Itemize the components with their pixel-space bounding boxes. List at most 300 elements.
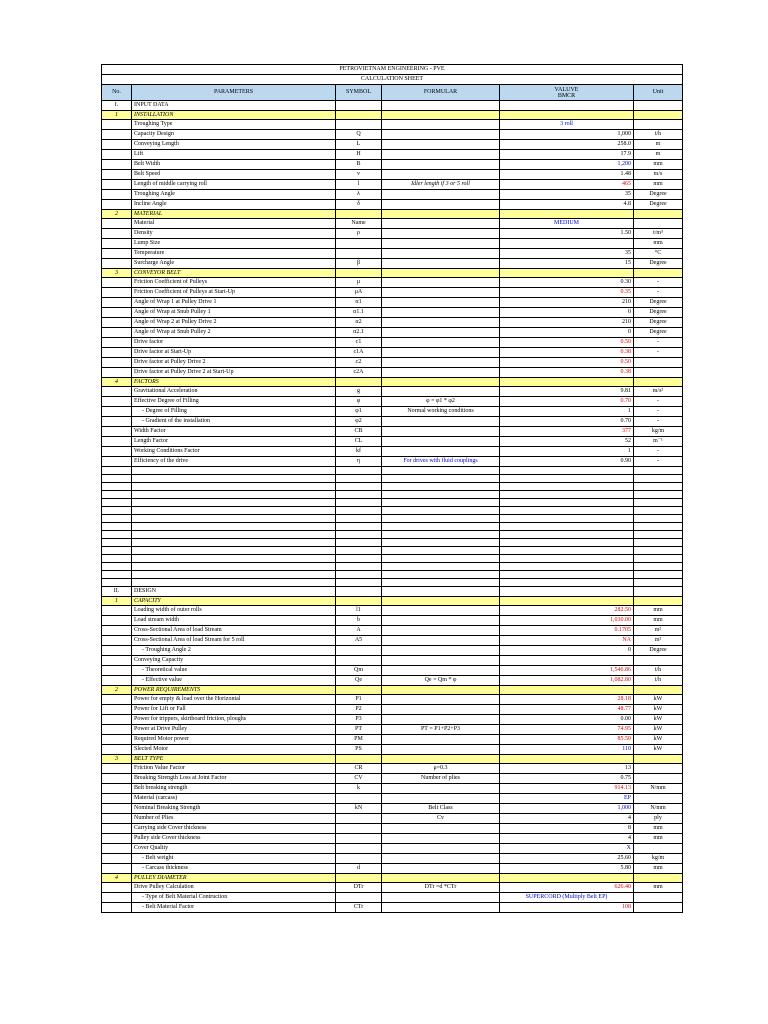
col-header-parameters: PARAMETERS: [132, 85, 336, 101]
parameter-value: 4: [500, 834, 634, 844]
row-number: [102, 824, 132, 834]
parameter-unit: mm: [634, 824, 683, 834]
parameter-formula: [382, 249, 500, 259]
row-number: [102, 368, 132, 378]
parameter-formula: [382, 606, 500, 616]
blank-cell: [382, 491, 500, 499]
blank-row: [102, 547, 683, 555]
parameter-value: 1: [500, 407, 634, 417]
parameter-value: NA: [500, 636, 634, 646]
parameter-symbol: c2A: [336, 368, 382, 378]
blank-cell: [500, 563, 634, 571]
blank-cell: [336, 515, 382, 523]
blank-cell: [336, 499, 382, 507]
parameter-formula: [382, 160, 500, 170]
parameter-symbol: CB: [336, 427, 382, 437]
parameter-formula: [382, 854, 500, 864]
empty-cell: [382, 755, 500, 764]
empty-cell: [634, 101, 683, 111]
parameter-row: [102, 646, 683, 656]
parameter-symbol: [336, 249, 382, 259]
parameter-label: Angle of Wrap 2 at Pulley Drive 2: [132, 318, 336, 328]
blank-cell: [102, 555, 132, 563]
blank-cell: [634, 491, 683, 499]
parameter-formula: [382, 695, 500, 705]
col-header-value-line1: VALUVE: [554, 86, 579, 93]
parameter-formula: [382, 794, 500, 804]
parameter-label: Cross-Sectional Area of load Stream for 5 roll: [132, 636, 336, 646]
col-header-value-line2: BMCR: [557, 92, 576, 99]
parameter-value: 626.40: [500, 883, 634, 893]
blank-cell: [500, 515, 634, 523]
blank-cell: [102, 531, 132, 539]
col-header-value: [500, 85, 634, 101]
parameter-formula: [382, 288, 500, 298]
empty-cell: [336, 378, 382, 387]
row-number: [102, 170, 132, 180]
empty-cell: [634, 597, 683, 606]
parameter-value: 1,082.80: [500, 676, 634, 686]
row-number: [102, 636, 132, 646]
blank-cell: [336, 547, 382, 555]
parameter-unit: m/s²: [634, 387, 683, 397]
empty-cell: [500, 210, 634, 219]
parameter-formula: [382, 705, 500, 715]
parameter-formula: [382, 437, 500, 447]
parameter-unit: mm: [634, 160, 683, 170]
blank-cell: [102, 475, 132, 483]
parameter-row: [102, 695, 683, 705]
parameter-unit: [634, 844, 683, 854]
row-number: [102, 705, 132, 715]
parameter-symbol: g: [336, 387, 382, 397]
row-number: [102, 854, 132, 864]
parameter-row: [102, 626, 683, 636]
parameter-unit: mm: [634, 864, 683, 874]
row-number: [102, 160, 132, 170]
parameter-row: [102, 764, 683, 774]
parameter-unit: m/s: [634, 170, 683, 180]
parameter-symbol: B: [336, 160, 382, 170]
parameter-row: [102, 358, 683, 368]
blank-cell: [336, 507, 382, 515]
parameter-label: Nominal Breaking Strength: [132, 804, 336, 814]
row-number: [102, 229, 132, 239]
parameter-formula: DTr =d *CTr: [382, 883, 500, 893]
parameter-formula: Number of plies: [382, 774, 500, 784]
subsection-row: [102, 111, 683, 120]
blank-cell: [382, 579, 500, 587]
parameter-symbol: PS: [336, 745, 382, 755]
parameter-formula: [382, 318, 500, 328]
parameter-row: [102, 824, 683, 834]
parameter-row: [102, 407, 683, 417]
row-number: [102, 735, 132, 745]
section-label: DESIGN: [132, 587, 336, 597]
parameter-label: Power for trippers, skirtboard friction, ploughs: [132, 715, 336, 725]
parameter-unit: ply: [634, 814, 683, 824]
parameter-label: Surcharge Angle: [132, 259, 336, 269]
parameter-formula: Qe = Qm * φ: [382, 676, 500, 686]
blank-cell: [500, 475, 634, 483]
parameter-row: [102, 259, 683, 269]
parameter-row: [102, 457, 683, 467]
parameter-formula: φ = φ1 * φ2: [382, 397, 500, 407]
parameter-unit: Degree: [634, 259, 683, 269]
blank-cell: [500, 531, 634, 539]
parameter-value: 1,000: [500, 130, 634, 140]
parameter-label: Gravitational Acceleration: [132, 387, 336, 397]
parameter-unit: -: [634, 447, 683, 457]
empty-cell: [382, 269, 500, 278]
blank-cell: [634, 571, 683, 579]
section-number: II.: [102, 587, 132, 597]
parameter-formula: [382, 447, 500, 457]
parameter-row: [102, 834, 683, 844]
parameter-value: 1.50: [500, 229, 634, 239]
parameter-unit: -: [634, 348, 683, 358]
parameter-value: EP: [500, 794, 634, 804]
parameter-label: - Theoretical value: [132, 666, 336, 676]
parameter-symbol: φ: [336, 397, 382, 407]
parameter-formula: [382, 616, 500, 626]
empty-cell: [336, 101, 382, 111]
parameter-value: 0.00: [500, 715, 634, 725]
parameter-row: [102, 249, 683, 259]
parameter-formula: [382, 387, 500, 397]
row-number: [102, 130, 132, 140]
blank-cell: [500, 579, 634, 587]
parameter-row: [102, 784, 683, 794]
parameter-unit: -: [634, 338, 683, 348]
parameter-formula: [382, 328, 500, 338]
parameter-value: 258.0: [500, 140, 634, 150]
parameter-symbol: α1.1: [336, 308, 382, 318]
parameter-row: [102, 160, 683, 170]
blank-row: [102, 531, 683, 539]
empty-cell: [382, 378, 500, 387]
parameter-symbol: ρ: [336, 229, 382, 239]
blank-cell: [634, 475, 683, 483]
blank-row: [102, 491, 683, 499]
row-number: [102, 338, 132, 348]
parameter-label: Lift: [132, 150, 336, 160]
parameter-label: Drive factor at Pulley Drive 2 at Start-Up: [132, 368, 336, 378]
parameter-label: Drive factor at Pulley Drive 2: [132, 358, 336, 368]
parameter-symbol: α2: [336, 318, 382, 328]
row-number: [102, 447, 132, 457]
parameter-row: [102, 308, 683, 318]
parameter-value: 74.95: [500, 725, 634, 735]
row-number: [102, 457, 132, 467]
parameter-unit: -: [634, 457, 683, 467]
parameter-symbol: PM: [336, 735, 382, 745]
parameter-formula: [382, 259, 500, 269]
empty-cell: [500, 597, 634, 606]
row-number: [102, 804, 132, 814]
parameter-unit: mm: [634, 616, 683, 626]
empty-cell: [336, 597, 382, 606]
parameter-unit: kg/m: [634, 854, 683, 864]
empty-cell: [382, 111, 500, 120]
parameter-value: 914.13: [500, 784, 634, 794]
blank-cell: [102, 515, 132, 523]
parameter-row: [102, 447, 683, 457]
parameter-value: 0.35: [500, 288, 634, 298]
empty-cell: [382, 210, 500, 219]
blank-cell: [500, 555, 634, 563]
subsection-number: 2: [102, 686, 132, 695]
parameter-row: [102, 735, 683, 745]
parameter-row: [102, 715, 683, 725]
parameter-unit: Degree: [634, 200, 683, 210]
parameter-formula: [382, 824, 500, 834]
parameter-symbol: [336, 854, 382, 864]
parameter-value: 17.9: [500, 150, 634, 160]
parameter-symbol: A5: [336, 636, 382, 646]
blank-cell: [382, 571, 500, 579]
parameter-symbol: A: [336, 626, 382, 636]
parameter-label: Effective Degree of Filling: [132, 397, 336, 407]
parameter-row: [102, 814, 683, 824]
parameter-formula: μ=0.3: [382, 764, 500, 774]
blank-cell: [382, 539, 500, 547]
parameter-symbol: H: [336, 150, 382, 160]
parameter-symbol: l1: [336, 606, 382, 616]
blank-cell: [382, 467, 500, 475]
parameter-unit: [634, 219, 683, 229]
parameter-value: MEDIUM: [500, 219, 634, 229]
row-number: [102, 358, 132, 368]
blank-cell: [634, 539, 683, 547]
blank-row: [102, 467, 683, 475]
parameter-row: [102, 616, 683, 626]
blank-cell: [336, 483, 382, 491]
parameter-label: Drive factor: [132, 338, 336, 348]
parameter-value: 377: [500, 427, 634, 437]
parameter-label: Conveying Capacity: [132, 656, 336, 666]
empty-cell: [634, 111, 683, 120]
blank-cell: [634, 555, 683, 563]
parameter-value: 0: [500, 328, 634, 338]
parameter-label: Friction Coefficient of Pulleys at Start-Up: [132, 288, 336, 298]
parameter-label: Pulley side Cover thickness: [132, 834, 336, 844]
parameter-unit: kW: [634, 695, 683, 705]
parameter-row: [102, 656, 683, 666]
row-number: [102, 437, 132, 447]
parameter-label: Capacity Design: [132, 130, 336, 140]
blank-cell: [382, 475, 500, 483]
row-number: [102, 745, 132, 755]
parameter-unit: [634, 368, 683, 378]
parameter-row: [102, 893, 683, 903]
parameter-value: 85.50: [500, 735, 634, 745]
row-number: [102, 140, 132, 150]
parameter-formula: [382, 368, 500, 378]
parameter-row: [102, 903, 683, 913]
blank-cell: [500, 491, 634, 499]
parameter-value: 282.50: [500, 606, 634, 616]
empty-cell: [634, 874, 683, 883]
row-number: [102, 318, 132, 328]
parameter-value: 0.75: [500, 774, 634, 784]
blank-cell: [336, 571, 382, 579]
blank-row: [102, 539, 683, 547]
empty-cell: [382, 686, 500, 695]
parameter-formula: [382, 239, 500, 249]
blank-cell: [102, 467, 132, 475]
subsection-row: [102, 686, 683, 695]
subsection-row: [102, 874, 683, 883]
parameter-label: Load stream width: [132, 616, 336, 626]
blank-cell: [102, 491, 132, 499]
parameter-formula: [382, 298, 500, 308]
parameter-label: Slected Motor: [132, 745, 336, 755]
parameter-unit: Degree: [634, 646, 683, 656]
parameter-formula: [382, 150, 500, 160]
parameter-label: Angle of Wrap 1 at Pulley Drive 1: [132, 298, 336, 308]
parameter-symbol: Qm: [336, 666, 382, 676]
row-number: [102, 844, 132, 854]
parameter-label: Incline Angle: [132, 200, 336, 210]
parameter-row: [102, 606, 683, 616]
row-number: [102, 834, 132, 844]
parameter-formula: PT = P1+P2+P3: [382, 725, 500, 735]
parameter-row: [102, 298, 683, 308]
parameter-value: X: [500, 844, 634, 854]
blank-cell: [132, 563, 336, 571]
parameter-unit: kW: [634, 745, 683, 755]
parameter-symbol: CV: [336, 774, 382, 784]
parameter-unit: N/mm: [634, 804, 683, 814]
empty-cell: [336, 686, 382, 695]
row-number: [102, 417, 132, 427]
empty-cell: [500, 101, 634, 111]
empty-cell: [382, 101, 500, 111]
blank-row: [102, 507, 683, 515]
parameter-row: [102, 397, 683, 407]
empty-cell: [634, 378, 683, 387]
parameter-label: Material: [132, 219, 336, 229]
subsection-number: 4: [102, 378, 132, 387]
empty-cell: [336, 269, 382, 278]
blank-cell: [132, 507, 336, 515]
subsection-number: 3: [102, 755, 132, 764]
subsection-row: [102, 755, 683, 764]
parameter-symbol: φ1: [336, 407, 382, 417]
parameter-symbol: Q: [336, 130, 382, 140]
parameter-symbol: [336, 844, 382, 854]
blank-cell: [382, 563, 500, 571]
parameter-value: 48.77: [500, 705, 634, 715]
row-number: [102, 794, 132, 804]
parameter-unit: -: [634, 417, 683, 427]
parameter-label: Belt Width: [132, 160, 336, 170]
parameter-unit: m: [634, 140, 683, 150]
parameter-label: Belt Speed: [132, 170, 336, 180]
parameter-label: Drive factor at Start-Up: [132, 348, 336, 358]
parameter-formula: [382, 844, 500, 854]
subsection-row: [102, 597, 683, 606]
parameter-formula: [382, 278, 500, 288]
empty-cell: [500, 755, 634, 764]
parameter-label: Belt breaking strength: [132, 784, 336, 794]
blank-row: [102, 523, 683, 531]
parameter-unit: Degree: [634, 318, 683, 328]
parameter-formula: For drives with fluid couplings: [382, 457, 500, 467]
parameter-symbol: α1: [336, 298, 382, 308]
parameter-symbol: b: [336, 616, 382, 626]
blank-cell: [132, 475, 336, 483]
col-header-formula: FORMULAR: [382, 85, 500, 101]
row-number: [102, 725, 132, 735]
blank-cell: [634, 507, 683, 515]
parameter-row: [102, 864, 683, 874]
section-label: INPUT DATA: [132, 101, 336, 111]
parameter-label: Number of Plies: [132, 814, 336, 824]
parameter-unit: Degree: [634, 190, 683, 200]
row-number: [102, 774, 132, 784]
parameter-unit: -: [634, 397, 683, 407]
parameter-formula: [382, 626, 500, 636]
parameter-symbol: [336, 834, 382, 844]
parameter-value: 465: [500, 180, 634, 190]
parameter-unit: mm: [634, 180, 683, 190]
parameter-symbol: δ: [336, 200, 382, 210]
row-number: [102, 407, 132, 417]
row-number: [102, 784, 132, 794]
parameter-unit: mm: [634, 239, 683, 249]
parameter-label: Power for empty & load over the Horizontal: [132, 695, 336, 705]
parameter-label: - Carcass thickness: [132, 864, 336, 874]
parameter-formula: [382, 864, 500, 874]
parameter-symbol: [336, 814, 382, 824]
subsection-row: [102, 210, 683, 219]
blank-cell: [634, 467, 683, 475]
parameter-formula: [382, 646, 500, 656]
parameter-formula: [382, 893, 500, 903]
parameter-label: - Belt weight: [132, 854, 336, 864]
blank-cell: [336, 523, 382, 531]
parameter-label: Power for Lift or Fall: [132, 705, 336, 715]
col-header-unit: Unit: [634, 85, 683, 101]
blank-cell: [102, 483, 132, 491]
parameter-row: [102, 854, 683, 864]
row-number: [102, 239, 132, 249]
blank-cell: [634, 547, 683, 555]
parameter-unit: N/mm: [634, 784, 683, 794]
calculation-sheet: [101, 64, 682, 913]
parameter-symbol: c1A: [336, 348, 382, 358]
empty-cell: [634, 210, 683, 219]
parameter-unit: Degree: [634, 308, 683, 318]
subsection-number: 1: [102, 111, 132, 120]
parameter-label: Temperature: [132, 249, 336, 259]
empty-cell: [634, 755, 683, 764]
empty-cell: [382, 597, 500, 606]
parameter-formula: Belt Class: [382, 804, 500, 814]
col-header-no: No.: [102, 85, 132, 101]
parameter-value: 210: [500, 318, 634, 328]
row-number: [102, 893, 132, 903]
blank-row: [102, 579, 683, 587]
row-number: [102, 715, 132, 725]
row-number: [102, 200, 132, 210]
parameter-value: 25.60: [500, 854, 634, 864]
blank-cell: [500, 467, 634, 475]
parameter-unit: kW: [634, 735, 683, 745]
parameter-formula: [382, 427, 500, 437]
